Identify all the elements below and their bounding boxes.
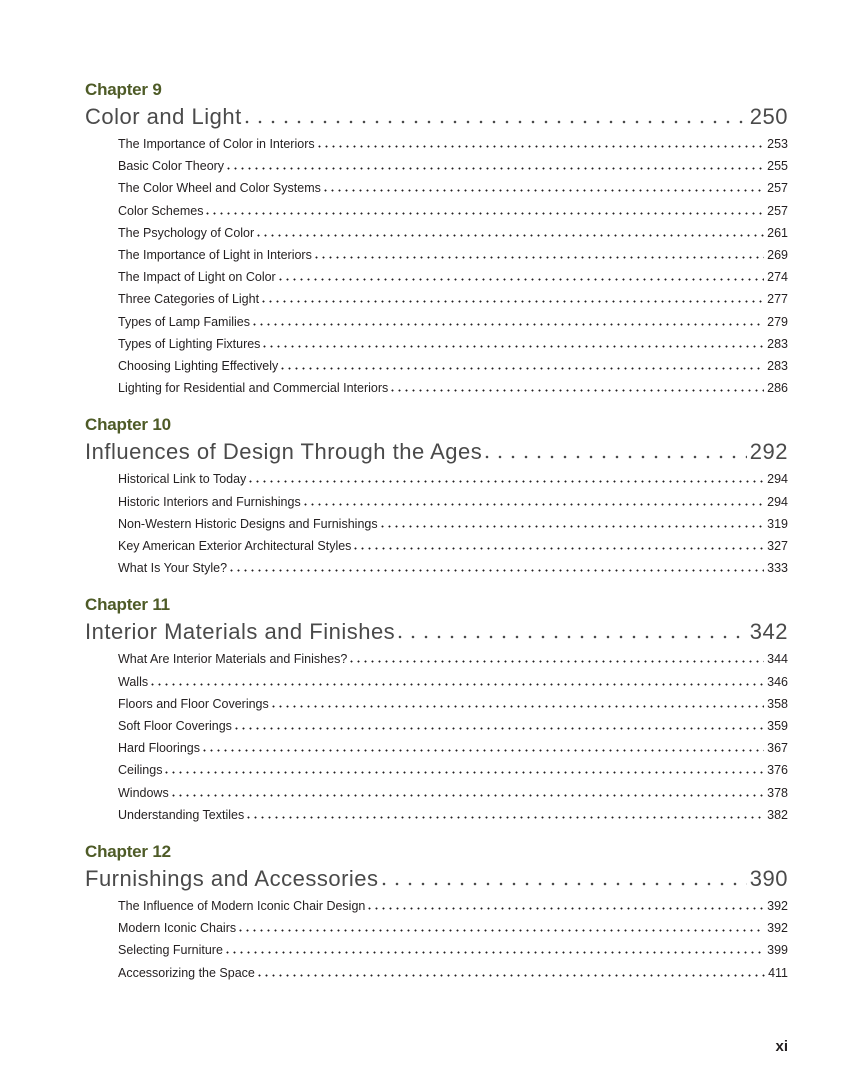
dot-leader [262,300,764,303]
entry-page-number: 283 [767,359,788,374]
entry-page-number: 261 [767,225,788,240]
toc-entry-row [85,200,788,222]
toc-entry-row [85,155,788,177]
entry-list [85,133,788,399]
chapter-title: Furnishings and Accessories [85,866,379,892]
dot-leader [315,256,764,259]
dot-leader [281,367,764,370]
toc-entry-row [85,782,788,804]
entry-page-number: 294 [767,494,788,509]
toc-entry-row [85,513,788,535]
toc-entry-row [85,895,788,917]
dot-leader [165,771,764,774]
toc-entry-row [85,557,788,579]
toc-entry-row [85,535,788,557]
entry-title: Floors and Floor Coverings [118,696,269,711]
dot-leader [230,569,764,572]
entry-page-number: 359 [767,719,788,734]
toc-entry-row [85,377,788,399]
chapter-page-number: 292 [749,439,788,465]
dot-leader [226,951,764,954]
entry-list [85,468,788,579]
entry-title: What Is Your Style? [118,561,228,576]
dot-leader [235,727,764,730]
entry-page-number: 346 [767,674,788,689]
chapter-label: Chapter 9 [85,80,162,99]
chapter-title-row [85,618,788,645]
entry-page-number: 358 [767,696,788,711]
dot-leader [227,167,764,170]
entry-title: Historic Interiors and Furnishings [118,494,301,509]
chapter-block [85,595,788,826]
entry-title: The Importance of Color in Interiors [118,137,315,151]
entry-page-number: 376 [767,763,788,778]
dot-leader [354,547,764,550]
dot-leader [258,974,765,977]
entry-title: Basic Color Theory [118,159,225,174]
entry-title: Key American Exterior Architectural Styles [118,539,352,554]
entry-title: The Influence of Modern Iconic Chair Design [118,899,366,914]
dot-leader [304,503,764,506]
toc-entry-row [85,491,788,513]
dot-leader [239,929,764,932]
entry-title: The Psychology of Color [118,225,255,240]
toc-entry-row [85,693,788,715]
entry-title: Hard Floorings [118,741,200,756]
chapter-label: Chapter 12 [85,842,171,862]
entry-page-number: 367 [767,741,788,756]
entry-title: Walls [118,674,149,689]
chapter-page-number: 390 [749,866,788,892]
entry-title: Understanding Textiles [118,807,245,822]
entry-page-number: 257 [767,203,788,218]
page-number-folio: xi [775,1038,788,1055]
toc-entry-row [85,133,788,155]
entry-page-number: 294 [767,472,788,487]
toc-entry-row [85,804,788,826]
entry-title: Choosing Lighting Effectively [118,359,279,374]
entry-page-number: 399 [767,943,788,958]
dot-leader [151,683,764,686]
entry-title: The Impact of Light on Color [118,270,276,285]
toc-entry-row [85,177,788,199]
toc-entry-row [85,715,788,737]
chapter-block [85,80,788,399]
toc-entry-row [85,244,788,266]
entry-title: Selecting Furniture [118,943,223,958]
chapter-page-number: 250 [749,104,788,129]
entry-title: Types of Lamp Families [118,314,250,329]
chapter-block [85,415,788,579]
entry-page-number: 411 [768,965,788,980]
entry-page-number: 286 [767,381,788,396]
toc-entry-row [85,917,788,939]
toc-entry-row [85,468,788,490]
entry-title: Soft Floor Coverings [118,719,232,734]
chapter-title: Color and Light [85,104,242,129]
dot-leader [398,635,747,639]
chapter-label: Chapter 10 [85,415,171,435]
chapter-block [85,842,788,984]
entry-page-number: 253 [767,137,788,151]
entry-page-number: 269 [767,248,788,263]
dot-leader [253,323,764,326]
entry-page-number: 279 [767,314,788,329]
dot-leader [368,907,764,910]
toc-entry-row [85,311,788,333]
dot-leader [172,794,764,797]
chapter-label: Chapter 11 [85,595,170,615]
dot-leader [485,455,747,459]
entry-page-number: 392 [767,921,788,936]
entry-title: Windows [118,785,169,800]
entry-title: What Are Interior Materials and Finishes? [118,652,348,667]
toc-entry-row [85,939,788,961]
entry-page-number: 274 [767,270,788,285]
entry-title: The Importance of Light in Interiors [118,248,312,263]
dot-leader [391,389,764,392]
chapter-title-row [85,103,788,130]
entry-list [85,648,788,826]
toc-entry-row [85,737,788,759]
entry-title: Color Schemes [118,203,204,218]
entry-page-number: 257 [767,181,788,196]
entry-page-number: 277 [767,292,788,307]
dot-leader [324,189,764,192]
toc-entry-row [85,288,788,310]
dot-leader [382,882,747,886]
chapter-title: Interior Materials and Finishes [85,619,396,645]
dot-leader [272,705,764,708]
dot-leader [381,525,765,528]
toc-entry-row [85,355,788,377]
entry-page-number: 327 [767,539,788,554]
dot-leader [247,816,764,819]
entry-title: The Color Wheel and Color Systems [118,181,321,196]
toc-entry-row [85,222,788,244]
dot-leader [257,234,764,237]
entry-page-number: 333 [767,561,788,576]
toc [85,80,788,984]
dot-leader [245,120,747,124]
entry-page-number: 378 [767,785,788,800]
entry-title: Modern Iconic Chairs [118,921,237,936]
toc-entry-row [85,648,788,670]
entry-page-number: 382 [767,807,788,822]
entry-title: Non-Western Historic Designs and Furnishings [118,516,378,531]
entry-page-number: 255 [767,159,788,174]
dot-leader [350,660,764,663]
dot-leader [206,212,764,215]
toc-entry-row [85,671,788,693]
entry-page-number: 392 [767,899,788,914]
dot-leader [279,278,764,281]
entry-page-number: 283 [767,336,788,351]
dot-leader [203,749,764,752]
dot-leader [263,345,764,348]
entry-page-number: 319 [767,516,788,531]
entry-title: Ceilings [118,763,163,778]
toc-entry-row [85,962,788,984]
entry-title: Types of Lighting Fixtures [118,336,261,351]
entry-page-number: 344 [767,652,788,667]
dot-leader [249,480,764,483]
toc-entry-row [85,266,788,288]
entry-title: Lighting for Residential and Commercial Interiors [118,381,389,396]
entry-title: Three Categories of Light [118,292,260,307]
toc-entry-row [85,759,788,781]
chapter-title-row [85,865,788,892]
toc-entry-row [85,333,788,355]
chapter-page-number: 342 [749,619,788,645]
chapter-title-row [85,438,788,465]
entry-title: Accessorizing the Space [118,965,255,980]
entry-list [85,895,788,984]
entry-title: Historical Link to Today [118,472,247,487]
chapter-title: Influences of Design Through the Ages [85,439,483,465]
dot-leader [318,145,765,148]
